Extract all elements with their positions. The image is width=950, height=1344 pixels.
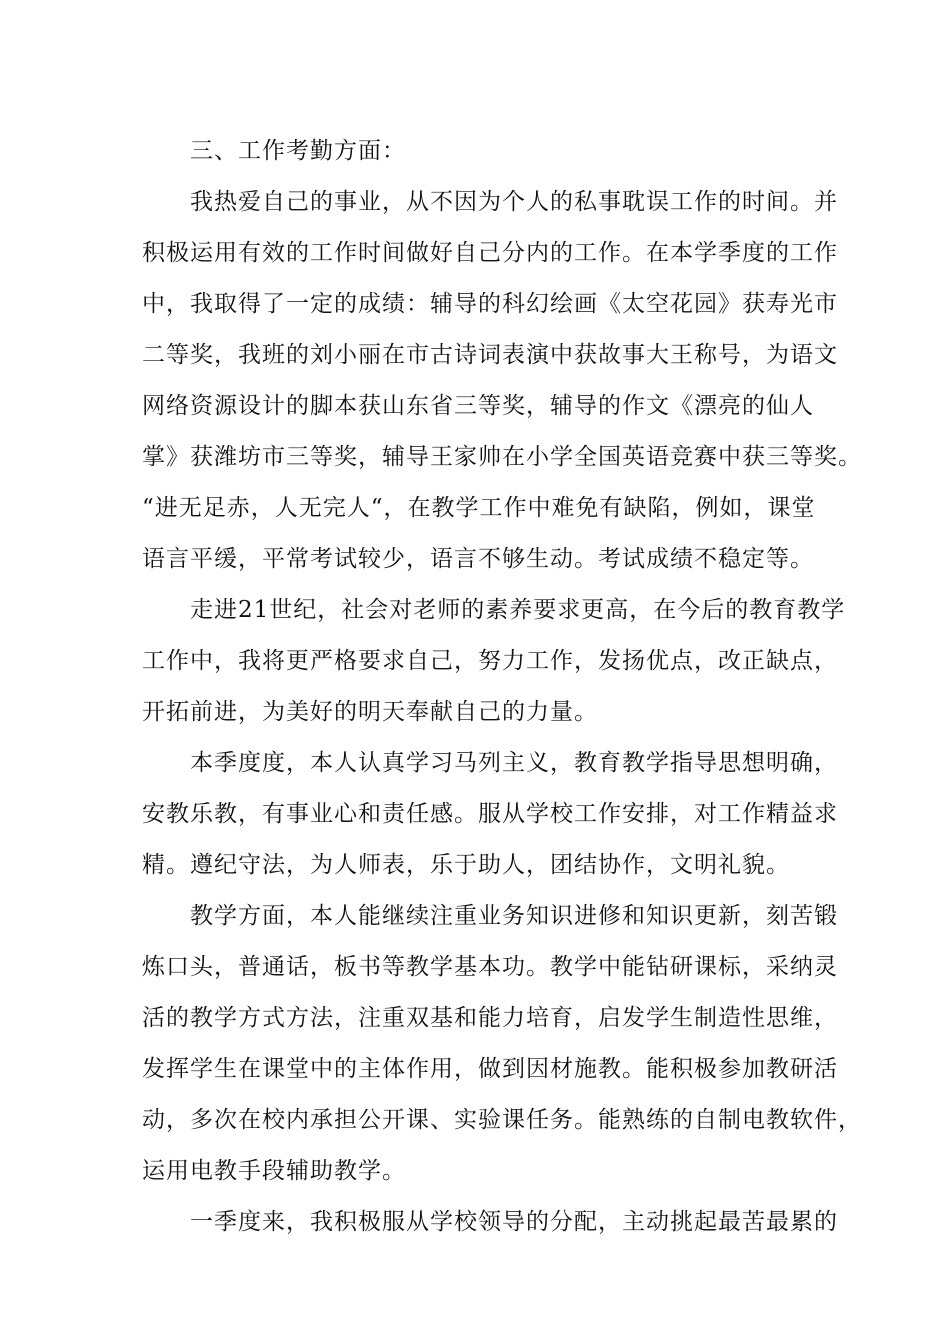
paragraph-line: 精。遵纪守法，为人师表，乐于助人，团结协作，文明礼貌。: [142, 852, 790, 878]
paragraph-line: 炼口头，普通话，板书等教学基本功。教学中能钻研课标，采纳灵: [142, 954, 838, 980]
paragraph-line: 走进21世纪，社会对老师的素养要求更高，在今后的教育教学: [190, 597, 846, 623]
paragraph-line: 动，多次在校内承担公开课、实验课任务。能熟练的自制电教软件，: [142, 1107, 862, 1133]
paragraph-line: 发挥学生在课堂中的主体作用，做到因材施教。能积极参加教研活: [142, 1056, 838, 1082]
paragraph-line: 二等奖，我班的刘小丽在市古诗词表演中获故事大王称号，为语文: [142, 342, 838, 368]
document-body: [142, 126, 862, 1248]
paragraph-line: 一季度来，我积极服从学校领导的分配，主动挑起最苦最累的: [190, 1209, 838, 1235]
paragraph-line: 安教乐教，有事业心和责任感。服从学校工作安排，对工作精益求: [142, 801, 838, 827]
section-heading: 三、工作考勤方面：: [190, 138, 406, 164]
paragraph-line: 开拓前进，为美好的明天奉献自己的力量。: [142, 699, 598, 725]
paragraph-line: 活的教学方式方法，注重双基和能力培育，启发学生制造性思维，: [142, 1005, 838, 1031]
paragraph-line: 中，我取得了一定的成绩：辅导的科幻绘画《太空花园》获寿光市: [142, 291, 838, 317]
paragraph-line: 教学方面，本人能继续注重业务知识进修和知识更新，刻苦锻: [190, 903, 838, 929]
paragraph-line: 网络资源设计的脚本获山东省三等奖，辅导的作文《漂亮的仙人: [142, 393, 814, 419]
paragraph-line: 我热爱自己的事业，从不因为个人的私事耽误工作的时间。并: [190, 189, 838, 215]
paragraph-line: “进无足赤，人无完人“，在教学工作中难免有缺陷，例如，课堂: [142, 495, 816, 521]
paragraph-line: 语言平缓，平常考试较少，语言不够生动。考试成绩不稳定等。: [142, 546, 814, 572]
paragraph-line: 运用电教手段辅助教学。: [142, 1158, 406, 1184]
paragraph-line: 掌》获潍坊市三等奖，辅导王家帅在小学全国英语竞赛中获三等奖。: [142, 444, 862, 470]
paragraph-line: 工作中，我将更严格要求自己，努力工作，发扬优点，改正缺点，: [142, 648, 838, 674]
paragraph-line: 积极运用有效的工作时间做好自己分内的工作。在本学季度的工作: [142, 240, 838, 266]
paragraph-line: 本季度度，本人认真学习马列主义，教育教学指导思想明确，: [190, 750, 838, 776]
